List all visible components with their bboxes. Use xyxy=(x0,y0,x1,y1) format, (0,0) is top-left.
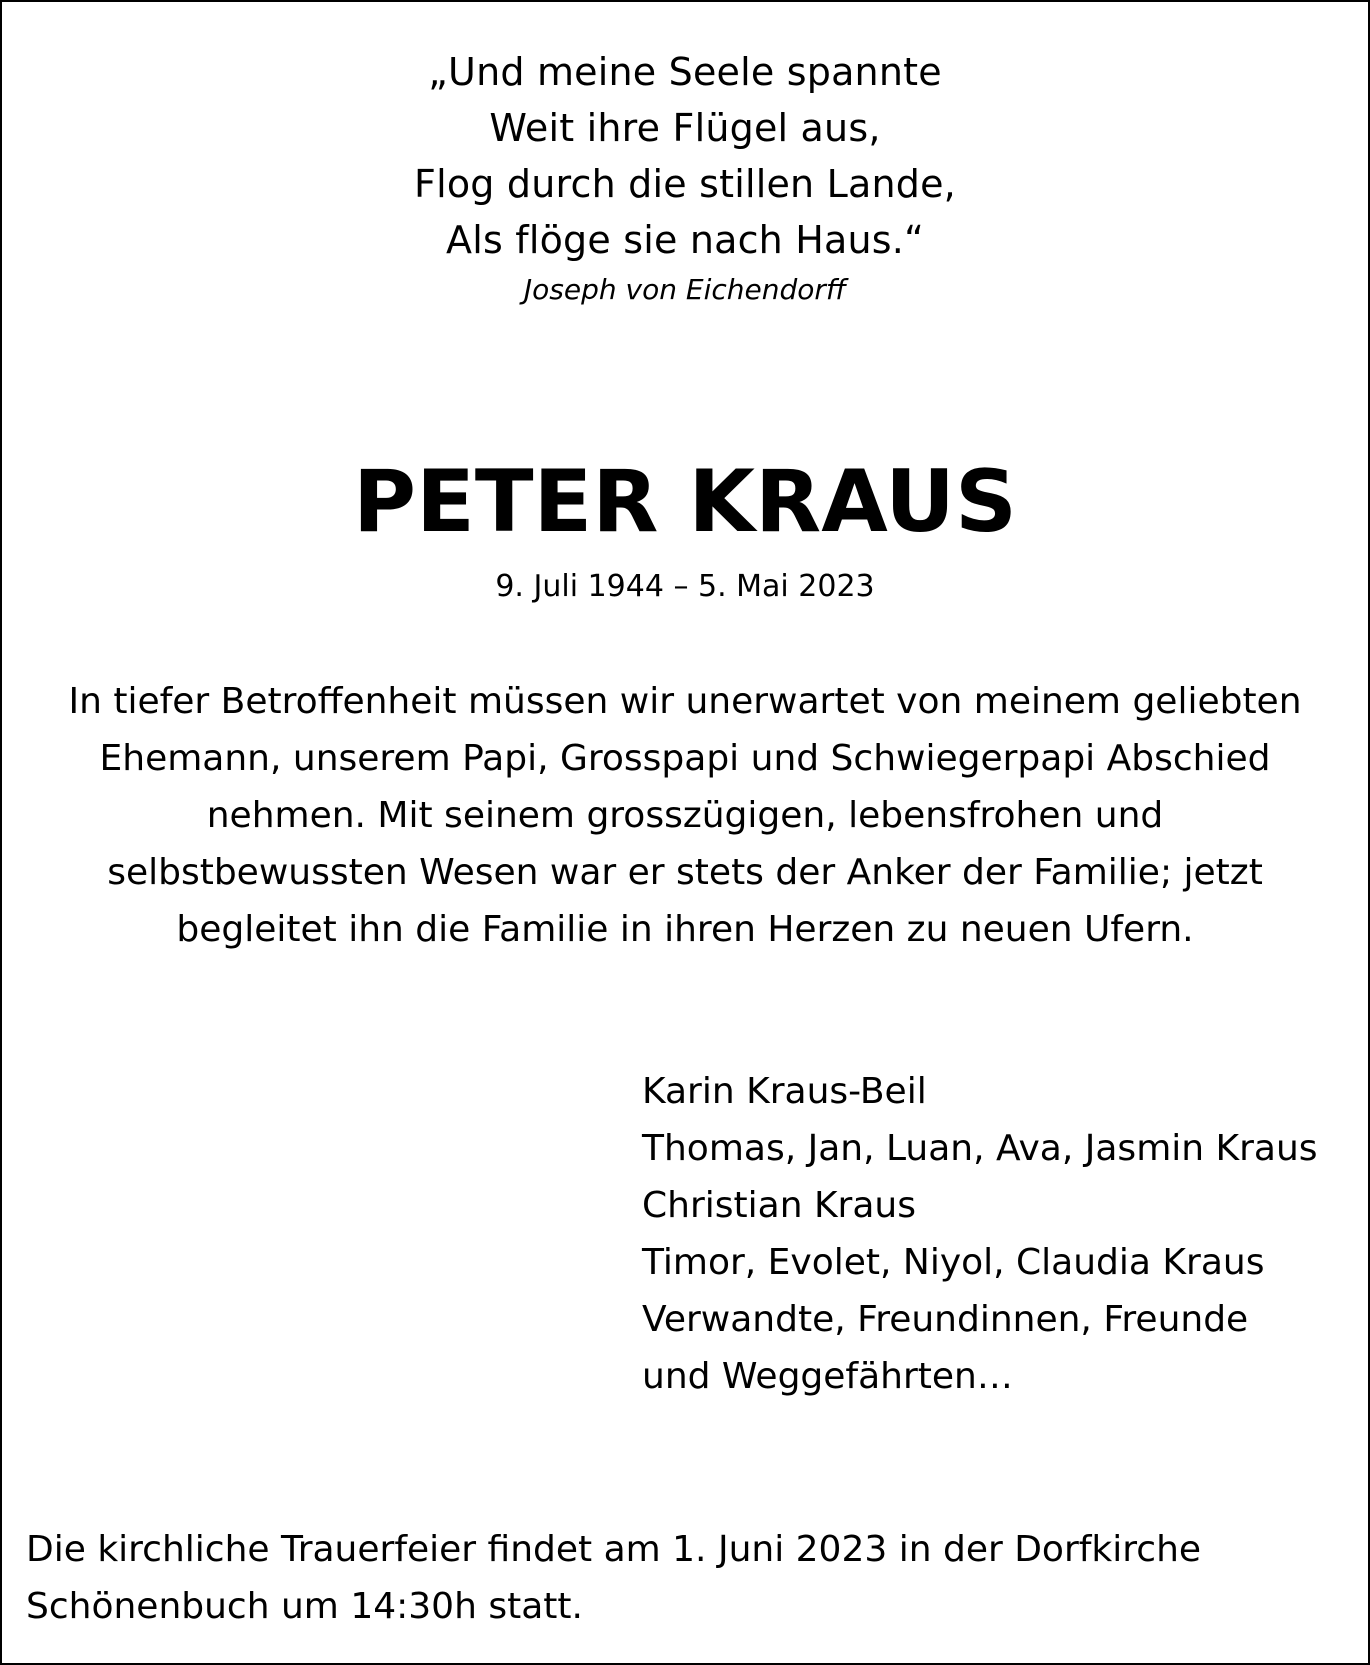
message-line: begleitet ihn die Familie in ihren Herzen zu neuen Ufern. xyxy=(176,909,1194,950)
signatory: Verwandte, Freundinnen, Freunde xyxy=(642,1299,1249,1340)
life-dates: 9. Juli 1944 – 5. Mai 2023 xyxy=(495,569,875,604)
poem-quote xyxy=(2,44,1368,310)
ceremony-notice xyxy=(26,1521,1201,1635)
ceremony-line: Die kirchliche Trauerfeier findet am 1. Juni 2023 in der Dorfkirche xyxy=(26,1529,1202,1570)
poem-author: Joseph von Eichendorff xyxy=(523,273,847,306)
deceased-name: PETER KRAUS xyxy=(353,452,1017,552)
poem-line: „Und meine Seele spannte xyxy=(428,50,942,94)
poem-line: Flog durch die stillen Lande, xyxy=(414,162,956,206)
message-line: selbstbewussten Wesen war er stets der Anker der Familie; jetzt xyxy=(107,852,1263,893)
signatory: Timor, Evolet, Niyol, Claudia Kraus xyxy=(642,1242,1265,1283)
signatory: und Weggefährten… xyxy=(642,1356,1013,1397)
poem-line: Als flöge sie nach Haus.“ xyxy=(446,218,924,262)
message-line: nehmen. Mit seinem grosszügigen, lebensfrohen und xyxy=(206,795,1164,836)
signatory: Christian Kraus xyxy=(642,1185,916,1226)
signatory: Thomas, Jan, Luan, Ava, Jasmin Kraus xyxy=(642,1128,1318,1169)
signatory-list xyxy=(642,1063,1318,1405)
message-line: In tiefer Betroffenheit müssen wir unerwartet von meinem geliebten xyxy=(68,681,1302,722)
message-line: Ehemann, unserem Papi, Grosspapi und Schwiegerpapi Abschied xyxy=(99,738,1271,779)
ceremony-line: Schönenbuch um 14:30h statt. xyxy=(26,1586,583,1627)
mourning-message xyxy=(2,673,1368,958)
signatory: Karin Kraus-Beil xyxy=(642,1071,927,1112)
poem-line: Weit ihre Flügel aus, xyxy=(489,106,881,150)
